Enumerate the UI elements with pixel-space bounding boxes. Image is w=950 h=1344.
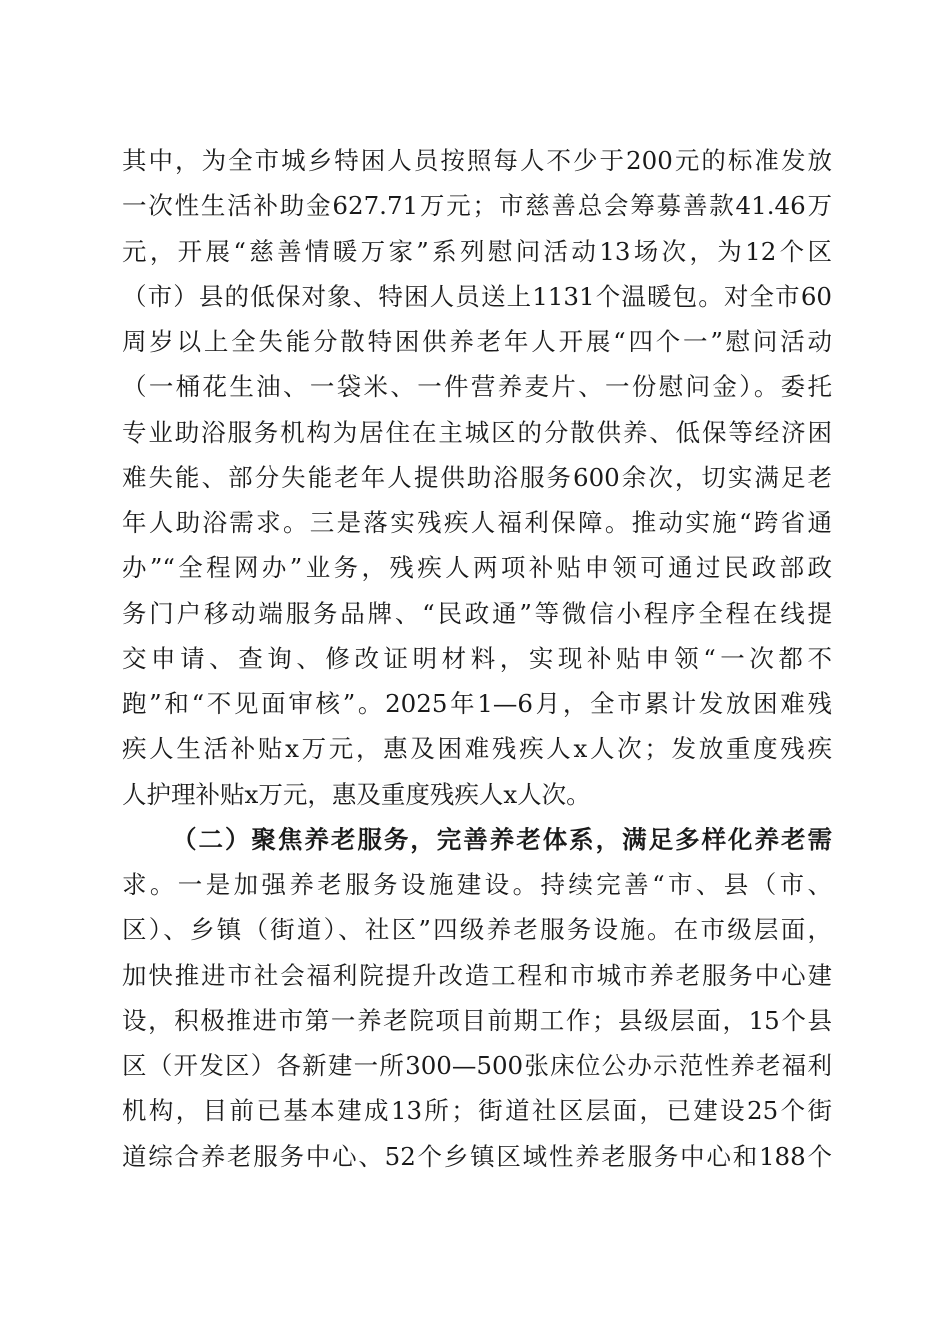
body-text-line: 交申请、查询、修改证明材料，实现补贴申领“一次都不 [122,644,832,673]
body-text-line: 区（开发区）各新建一所300—500张床位公办示范性养老福利 [122,1051,832,1080]
body-text-line: 其中，为全市城乡特困人员按照每人不少于200元的标准发放 [122,146,832,175]
body-text-line: （市）县的低保对象、特困人员送上1131个温暖包。对全市60 [122,282,832,311]
body-text-line: 难失能、部分失能老年人提供助浴服务600余次，切实满足老 [122,463,832,492]
body-text-line: 周岁以上全失能分散特困供养老年人开展“四个一”慰问活动 [122,327,832,356]
body-text-line: 加快推进市社会福利院提升改造工程和市城市养老服务中心建 [122,961,832,990]
body-text-line: 元，开展“慈善情暖万家”系列慰问活动13场次，为12个区 [122,237,832,266]
body-text-line: 年人助浴需求。三是落实残疾人福利保障。推动实施“跨省通 [122,508,832,537]
body-text-line: 区）、乡镇（街道）、社区”四级养老服务设施。在市级层面， [122,915,832,944]
body-text-line: 跑”和“不见面审核”。2025年1—6月，全市累计发放困难残 [122,689,832,718]
body-text-line: 务门户移动端服务品牌、“民政通”等微信小程序全程在线提 [122,599,832,628]
body-text-line: 办”“全程网办”业务，残疾人两项补贴申领可通过民政部政 [122,553,832,582]
section-heading-line: （二）聚焦养老服务，完善养老体系，满足多样化养老需 [172,825,832,854]
body-text-line: 疾人生活补贴x万元，惠及困难残疾人x人次；发放重度残疾 [122,734,832,763]
body-text-line: 设，积极推进市第一养老院项目前期工作；县级层面，15个县 [122,1006,832,1035]
body-text-line: （一桶花生油、一袋米、一件营养麦片、一份慰问金）。委托 [122,372,832,401]
body-text-line: 专业助浴服务机构为居住在主城区的分散供养、低保等经济困 [122,418,832,447]
body-text-line: 机构，目前已基本建成13所；街道社区层面，已建设25个街 [122,1096,832,1125]
body-text-line: 一次性生活补助金627.71万元；市慈善总会筹募善款41.46万 [122,191,832,220]
body-text-line: 求。一是加强养老服务设施建设。持续完善“市、县（市、 [122,870,832,899]
body-text-line: 人护理补贴x万元，惠及重度残疾人x人次。 [122,780,591,809]
body-text-line: 道综合养老服务中心、52个乡镇区域性养老服务中心和188个 [122,1142,832,1171]
